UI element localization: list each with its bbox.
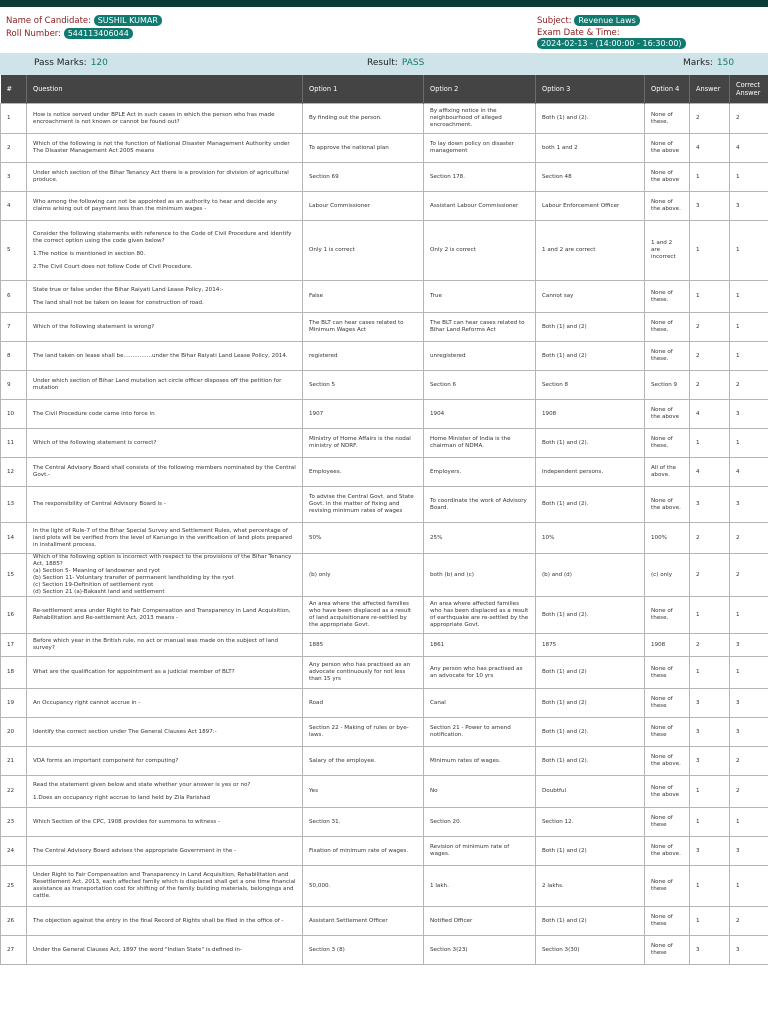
table-row: [1, 936, 768, 965]
exam-date-row: [537, 28, 768, 49]
answer: 1: [690, 907, 730, 936]
option-4: None of the above: [645, 776, 690, 808]
col-option-2: Option 2: [424, 75, 536, 104]
table-row: [1, 554, 768, 597]
answer: 2: [690, 634, 730, 657]
option-2: Employers.: [424, 458, 536, 487]
option-3: Both (1) and (2): [536, 837, 645, 866]
option-4: None of the above.: [645, 747, 690, 776]
pass-marks-label: Pass Marks:: [34, 58, 87, 68]
top-bar: [0, 0, 768, 7]
name-label: Name of Candidate:: [6, 16, 91, 26]
correct-answer: 3: [730, 689, 768, 718]
option-4: (c) only: [645, 554, 690, 597]
col-option-1: Option 1: [303, 75, 424, 104]
option-2: Home Minister of India is the chairman of NDMA.: [424, 429, 536, 458]
table-row: [1, 657, 768, 689]
option-3: Section 8: [536, 371, 645, 400]
row-number: 19: [1, 689, 27, 718]
option-1: (b) only: [303, 554, 424, 597]
row-number: 7: [1, 313, 27, 342]
question-text: How is notice served under BPLE Act in such cases in which the person who has made encroachment is not known or cannot be found out?: [27, 104, 303, 134]
question-text: The objection against the entry in the final Record of Rights shall be filed in the office of -: [27, 907, 303, 936]
table-row: [1, 313, 768, 342]
option-1: registered: [303, 342, 424, 371]
answer: 4: [690, 134, 730, 163]
option-3: Both (1) and (2): [536, 313, 645, 342]
table-row: [1, 192, 768, 221]
option-3: Both (1) and (2).: [536, 747, 645, 776]
question-text: Which of the following statement is wrong?: [27, 313, 303, 342]
answer: 1: [690, 429, 730, 458]
option-3: Section 12.: [536, 808, 645, 837]
answer: 3: [690, 192, 730, 221]
option-2: True: [424, 281, 536, 313]
option-2: Any person who has practised as an advocate for 10 yrs: [424, 657, 536, 689]
correct-answer: 1: [730, 866, 768, 907]
option-1: 1885: [303, 634, 424, 657]
question-text: Consider the following statements with reference to the Code of Civil Procedure and identify the correct option using the code given below? 1.The notice is mentioned in section 80. 2.The Civil Court does not follow Code of Civil Procedure.: [27, 221, 303, 281]
table-row: [1, 371, 768, 400]
option-4: All of the above.: [645, 458, 690, 487]
row-number: 2: [1, 134, 27, 163]
row-number: 23: [1, 808, 27, 837]
table-row: [1, 597, 768, 634]
option-4: None of these: [645, 657, 690, 689]
option-2: Canal: [424, 689, 536, 718]
option-1: Any person who has practised as an advocate continuously for not less than 15 yrs: [303, 657, 424, 689]
option-1: An area where the affected families who have been displaced as a result of land acquisitionare re-settled by the appropriate Govt.: [303, 597, 424, 634]
subject-label: Subject:: [537, 16, 572, 26]
pass-marks: [34, 58, 108, 68]
table-row: [1, 907, 768, 936]
correct-answer: 2: [730, 747, 768, 776]
answer: 1: [690, 163, 730, 192]
option-1: By finding out the person.: [303, 104, 424, 134]
answer-table: [0, 75, 768, 965]
question-text: Which Section of the CPC, 1908 provides for summons to witness -: [27, 808, 303, 837]
question-text: Read the statement given below and state whether your answer is yes or no? 1.Does an occupancy right accrue to land held by Zila Parishad: [27, 776, 303, 808]
option-2: To coordinate the work of Advisory Board.: [424, 487, 536, 523]
row-number: 16: [1, 597, 27, 634]
answer: 1: [690, 221, 730, 281]
option-3: 1908: [536, 400, 645, 429]
pass-marks-value: 120: [90, 58, 108, 68]
option-4: 1908: [645, 634, 690, 657]
result-value: PASS: [401, 58, 425, 68]
correct-answer: 2: [730, 554, 768, 597]
correct-answer: 1: [730, 163, 768, 192]
question-text: The Civil Procedure code came into force in: [27, 400, 303, 429]
option-2: Revision of minimum rate of wages.: [424, 837, 536, 866]
date-label: Exam Date & Time:: [537, 28, 620, 38]
table-row: [1, 523, 768, 554]
correct-answer: 3: [730, 936, 768, 965]
row-number: 14: [1, 523, 27, 554]
table-row: [1, 458, 768, 487]
option-4: None of these.: [645, 342, 690, 371]
correct-answer: 1: [730, 657, 768, 689]
result: [367, 58, 424, 68]
correct-answer: 1: [730, 313, 768, 342]
correct-answer: 3: [730, 487, 768, 523]
answer: 2: [690, 371, 730, 400]
option-1: The BLT can hear cases related to Minimum Wages Act: [303, 313, 424, 342]
question-text: An Occupancy right cannot accrue in -: [27, 689, 303, 718]
row-number: 15: [1, 554, 27, 597]
row-number: 5: [1, 221, 27, 281]
answer: 1: [690, 597, 730, 634]
option-1: Yes: [303, 776, 424, 808]
option-1: False: [303, 281, 424, 313]
question-text: The Central Advisory Board shall consists of the following members nominated by the Central Govt.-: [27, 458, 303, 487]
option-3: both 1 and 2: [536, 134, 645, 163]
table-row: [1, 221, 768, 281]
question-text: The Central Advisory Board advises the appropriate Government in the -: [27, 837, 303, 866]
question-text: Under Right to Fair Compensation and Transparency in Land Acquisition, Rehabilitation and Resettlement Act, 2013, each affected family which is displaced shall get a one time financial assistance as transportation cost for shifting of the family building materials, belongings and cattle.: [27, 866, 303, 907]
subject-value: Revenue Laws: [574, 15, 639, 26]
option-2: Section 21 - Power to amend notification.: [424, 718, 536, 747]
option-2: By affixing notice in the neighbourhood of alleged encroachment.: [424, 104, 536, 134]
correct-answer: 2: [730, 523, 768, 554]
option-3: Doubtful: [536, 776, 645, 808]
row-number: 17: [1, 634, 27, 657]
option-3: 10%: [536, 523, 645, 554]
option-2: To lay down policy on disaster management: [424, 134, 536, 163]
answer: 2: [690, 554, 730, 597]
option-4: None of the above: [645, 400, 690, 429]
question-text: Which of the following is not the function of National Disaster Management Authority under The Disaster Management Act 2005 means: [27, 134, 303, 163]
correct-answer: 2: [730, 776, 768, 808]
table-row: [1, 342, 768, 371]
table-row: [1, 104, 768, 134]
row-number: 9: [1, 371, 27, 400]
option-1: 50,000.: [303, 866, 424, 907]
option-3: Both (1) and (2): [536, 342, 645, 371]
marks-value: 150: [716, 58, 735, 68]
option-3: Independent persons.: [536, 458, 645, 487]
result-summary: [0, 53, 768, 75]
option-1: Labour Commissioner: [303, 192, 424, 221]
row-number: 25: [1, 866, 27, 907]
table-row: [1, 776, 768, 808]
option-4: 100%: [645, 523, 690, 554]
option-3: Section 48: [536, 163, 645, 192]
question-text: Before which year in the British rule, no act or manual was made on the subject of land survey?: [27, 634, 303, 657]
question-text: Which of the following option is incorrect with respect to the provisions of the Bihar Tenancy Act, 1885? (a) Section 5- Meaning of landowner and ryot (b) Section 11- Voluntary transfer of permanent landholding by the ryot (c) Section 19-Definition of settlement ryot (d) Section 21 (a)-Bakasht land and settlement: [27, 554, 303, 597]
answer: 1: [690, 866, 730, 907]
roll-number: 544113406044: [64, 28, 133, 39]
option-4: None of the above.: [645, 837, 690, 866]
option-1: Road: [303, 689, 424, 718]
table-row: [1, 400, 768, 429]
marks-label: Marks:: [683, 58, 713, 68]
row-number: 8: [1, 342, 27, 371]
option-1: Section 31.: [303, 808, 424, 837]
answer: 2: [690, 342, 730, 371]
answer: 3: [690, 837, 730, 866]
correct-answer: 3: [730, 634, 768, 657]
option-2: 1 lakh.: [424, 866, 536, 907]
answer: 1: [690, 281, 730, 313]
option-3: Both (1) and (2).: [536, 104, 645, 134]
question-text: What are the qualification for appointment as a judicial member of BLT?: [27, 657, 303, 689]
subject-row: [537, 15, 640, 26]
option-4: Section 9: [645, 371, 690, 400]
answer: 4: [690, 400, 730, 429]
option-1: To advise the Central Govt. and State Govt. in the matter of fixing and revising minimum rates of wages: [303, 487, 424, 523]
question-text: In the light of Rule-7 of the Bihar Special Survey and Settlement Rules, what percentage of land plots will be verified from the level of Kanungo in the verification of land plots prepared in installment process.: [27, 523, 303, 554]
marks: [683, 58, 734, 68]
table-row: [1, 281, 768, 313]
answer: 1: [690, 776, 730, 808]
answer: 2: [690, 313, 730, 342]
option-2: No: [424, 776, 536, 808]
table-row: [1, 487, 768, 523]
table-row: [1, 718, 768, 747]
question-text: Under the General Clauses Act, 1897 the word "Indian State" is defined in-: [27, 936, 303, 965]
col-option-4: Option 4: [645, 75, 690, 104]
option-3: 2 lakhs.: [536, 866, 645, 907]
correct-answer: 3: [730, 837, 768, 866]
row-number: 24: [1, 837, 27, 866]
table-row: [1, 429, 768, 458]
candidate-name: SUSHIL KUMAR: [94, 15, 162, 26]
question-text: Which of the following statement is correct?: [27, 429, 303, 458]
option-2: The BLT can hear cases related to Bihar Land Reforms Act: [424, 313, 536, 342]
option-4: None of these.: [645, 281, 690, 313]
correct-answer: 3: [730, 192, 768, 221]
option-3: Both (1) and (2): [536, 907, 645, 936]
answer: 1: [690, 657, 730, 689]
option-3: Section 3(30): [536, 936, 645, 965]
question-text: Identify the correct section under The General Clauses Act 1897:-: [27, 718, 303, 747]
row-number: 4: [1, 192, 27, 221]
option-4: 1 and 2 are incorrect: [645, 221, 690, 281]
option-4: None of these: [645, 866, 690, 907]
answer: 2: [690, 104, 730, 134]
option-1: Employees.: [303, 458, 424, 487]
option-1: Section 3 (8): [303, 936, 424, 965]
exam-date: 2024-02-13 - (14:00:00 - 16:30:00): [537, 38, 686, 49]
question-text: State true or false under the Bihar Raiyati Land Lease Policy, 2014:- The land shall not be taken on lease for construction of road.: [27, 281, 303, 313]
option-4: None of these.: [645, 597, 690, 634]
answer: 3: [690, 718, 730, 747]
answer: 2: [690, 523, 730, 554]
roll-number-row: [6, 28, 133, 39]
row-number: 13: [1, 487, 27, 523]
option-2: unregistered: [424, 342, 536, 371]
option-1: 1907: [303, 400, 424, 429]
option-4: None of these: [645, 936, 690, 965]
option-4: None of the above: [645, 134, 690, 163]
correct-answer: 1: [730, 808, 768, 837]
row-number: 21: [1, 747, 27, 776]
option-2: An area where affected families who has been displaced as a result of earthquake are re-settled by the appropriate Govt.: [424, 597, 536, 634]
answer: 1: [690, 808, 730, 837]
option-3: Both (1) and (2).: [536, 597, 645, 634]
option-2: Assistant Labour Commissioner: [424, 192, 536, 221]
option-1: Section 69: [303, 163, 424, 192]
option-2: Section 3(23): [424, 936, 536, 965]
row-number: 11: [1, 429, 27, 458]
answer: 3: [690, 487, 730, 523]
option-2: Minimum rates of wages.: [424, 747, 536, 776]
correct-answer: 1: [730, 429, 768, 458]
row-number: 10: [1, 400, 27, 429]
row-number: 3: [1, 163, 27, 192]
option-4: None of these.: [645, 313, 690, 342]
option-4: None of these: [645, 907, 690, 936]
correct-answer: 4: [730, 458, 768, 487]
table-row: [1, 808, 768, 837]
row-number: 12: [1, 458, 27, 487]
row-number: 6: [1, 281, 27, 313]
option-2: 1904: [424, 400, 536, 429]
option-2: Only 2 is correct: [424, 221, 536, 281]
option-2: Section 20.: [424, 808, 536, 837]
option-4: None of these: [645, 689, 690, 718]
option-1: Section 5: [303, 371, 424, 400]
result-label: Result:: [367, 58, 398, 68]
option-3: 1875: [536, 634, 645, 657]
col-correct-answer: Correct Answer: [730, 75, 768, 104]
row-number: 26: [1, 907, 27, 936]
option-3: Both (1) and (2).: [536, 429, 645, 458]
roll-label: Roll Number:: [6, 29, 62, 39]
question-text: Who among the following can not be appointed as an authority to hear and decide any claims arising out of payment less than the minimum wages -: [27, 192, 303, 221]
option-2: Section 6: [424, 371, 536, 400]
option-4: None of these.: [645, 104, 690, 134]
table-row: [1, 634, 768, 657]
row-number: 18: [1, 657, 27, 689]
col-option-3: Option 3: [536, 75, 645, 104]
question-text: VDA forms an important component for computing?: [27, 747, 303, 776]
question-text: Under which section of Bihar Land mutation act circle officer disposes off the petition for mutation: [27, 371, 303, 400]
correct-answer: 1: [730, 281, 768, 313]
option-4: None of these: [645, 808, 690, 837]
option-1: 50%: [303, 523, 424, 554]
option-1: Fixation of minimum rate of wages.: [303, 837, 424, 866]
col-answer: Answer: [690, 75, 730, 104]
option-2: 1861: [424, 634, 536, 657]
option-4: None of these: [645, 718, 690, 747]
col-number: #: [1, 75, 27, 104]
option-3: (b) and (d): [536, 554, 645, 597]
row-number: 22: [1, 776, 27, 808]
question-text: The land taken on lease shall be................under the Bihar Raiyati Land Lease Policy, 2014.: [27, 342, 303, 371]
answer: 3: [690, 936, 730, 965]
table-row: [1, 689, 768, 718]
row-number: 20: [1, 718, 27, 747]
option-1: Section 22 - Making of rules or bye-laws.: [303, 718, 424, 747]
option-2: Section 178.: [424, 163, 536, 192]
correct-answer: 2: [730, 371, 768, 400]
option-3: Both (1) and (2): [536, 657, 645, 689]
candidate-header: [0, 7, 768, 53]
correct-answer: 1: [730, 221, 768, 281]
option-3: 1 and 2 are correct: [536, 221, 645, 281]
option-3: Both (1) and (2).: [536, 487, 645, 523]
correct-answer: 1: [730, 342, 768, 371]
table-row: [1, 163, 768, 192]
table-row: [1, 837, 768, 866]
table-row: [1, 747, 768, 776]
correct-answer: 3: [730, 718, 768, 747]
answer: 3: [690, 747, 730, 776]
option-1: Salary of the employee.: [303, 747, 424, 776]
option-1: To approve the national plan: [303, 134, 424, 163]
table-header: [1, 75, 768, 104]
option-1: Assistant Settlement Officer: [303, 907, 424, 936]
option-1: Ministry of Home Affairs is the nodal ministry of NDRF.: [303, 429, 424, 458]
answer: 4: [690, 458, 730, 487]
row-number: 27: [1, 936, 27, 965]
correct-answer: 3: [730, 400, 768, 429]
correct-answer: 2: [730, 104, 768, 134]
option-2: both (b) and (c): [424, 554, 536, 597]
correct-answer: 1: [730, 597, 768, 634]
candidate-name-row: [6, 15, 162, 26]
option-4: None of the above.: [645, 192, 690, 221]
option-3: Both (1) and (2).: [536, 718, 645, 747]
table-row: [1, 134, 768, 163]
option-4: None of these.: [645, 429, 690, 458]
option-4: None of the above: [645, 163, 690, 192]
option-3: Cannot say: [536, 281, 645, 313]
option-4: None of the above.: [645, 487, 690, 523]
row-number: 1: [1, 104, 27, 134]
option-1: Only 1 is correct: [303, 221, 424, 281]
option-3: Both (1) and (2): [536, 689, 645, 718]
table-row: [1, 866, 768, 907]
answer: 3: [690, 689, 730, 718]
option-2: 25%: [424, 523, 536, 554]
option-2: Notified Officer: [424, 907, 536, 936]
question-text: Under which section of the Bihar Tenancy Act there is a provision for division of agricultural produce.: [27, 163, 303, 192]
option-3: Labour Enforcement Officer: [536, 192, 645, 221]
col-question: Question: [27, 75, 303, 104]
question-text: The responsibility of Central Advisory Board is -: [27, 487, 303, 523]
correct-answer: 2: [730, 907, 768, 936]
correct-answer: 4: [730, 134, 768, 163]
question-text: Re-settlement area under Right to Fair Compensation and Transparency in Land Acquisition, Rehabilitation and Re-settlement Act, 2013 means -: [27, 597, 303, 634]
